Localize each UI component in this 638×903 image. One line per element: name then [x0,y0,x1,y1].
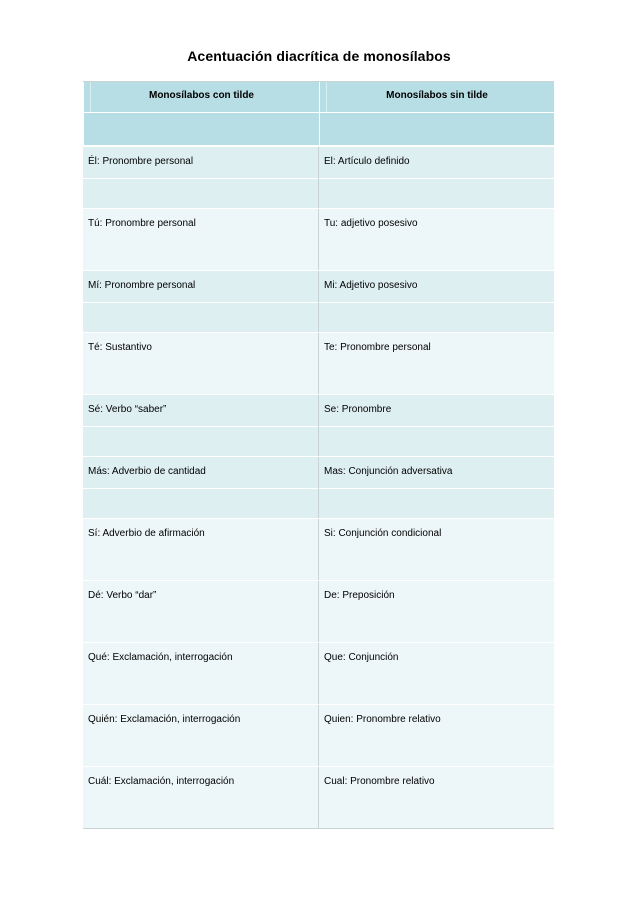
cell-sin-tilde [319,271,554,332]
table-row [83,394,554,456]
table-row [83,704,554,766]
table-row [83,456,554,518]
cell-con-tilde [83,147,319,208]
cell-text: Se: Pronombre [324,404,392,415]
table-row [83,270,554,332]
cell-text: Sé: Verbo “saber” [88,404,167,415]
cell-sin-tilde [319,705,554,766]
cell-con-tilde [83,395,319,456]
cell-sin-tilde [319,209,554,270]
cell-con-tilde [83,643,319,704]
cell-text: Tú: Pronombre personal [88,218,196,229]
cell-sin-tilde [319,147,554,208]
cell-text: Te: Pronombre personal [324,342,431,353]
cell-text: Mas: Conjunción adversativa [324,466,453,477]
cell-con-tilde [83,581,319,642]
cell-con-tilde [83,767,319,828]
table-row [83,518,554,580]
cell-text: Sí: Adverbio de afirmación [88,528,205,539]
cell-text: Dé: Verbo “dar” [88,590,157,601]
cell-con-tilde [83,209,319,270]
cell-sin-tilde [319,395,554,456]
header-label: Monosílabos sin tilde [386,90,488,101]
cell-con-tilde [83,271,319,332]
cell-text: Mi: Adjetivo posesivo [324,280,418,291]
cell-text: Tu: adjetivo posesivo [324,218,418,229]
cell-text: El: Artículo definido [324,156,410,167]
cell-text: Más: Adverbio de cantidad [88,466,206,477]
cell-text: Cual: Pronombre relativo [324,776,435,787]
cell-text: De: Preposición [324,590,395,601]
cell-text: Que: Conjunción [324,652,399,663]
cell-sin-tilde [319,581,554,642]
table-header-row [83,82,554,146]
cell-sin-tilde [319,457,554,518]
cell-text: Qué: Exclamación, interrogación [88,652,233,663]
cell-text: Cuál: Exclamación, interrogación [88,776,235,787]
table-row [83,208,554,270]
cell-con-tilde [83,333,319,394]
header-sin-tilde [319,82,554,145]
cell-con-tilde [83,519,319,580]
cell-con-tilde [83,457,319,518]
cell-con-tilde [83,705,319,766]
header-con-tilde [83,82,319,145]
cell-text: Quien: Pronombre relativo [324,714,441,725]
header-label: Monosílabos con tilde [148,90,254,101]
cell-sin-tilde [319,767,554,828]
cell-sin-tilde [319,333,554,394]
cell-text: Mí: Pronombre personal [88,280,196,291]
monosyllables-table [83,81,554,829]
table-row [83,766,554,828]
table-row [83,642,554,704]
table-row [83,332,554,394]
cell-text: Té: Sustantivo [88,342,152,353]
cell-text: Él: Pronombre personal [88,156,194,167]
cell-sin-tilde [319,519,554,580]
table-row [83,146,554,208]
cell-sin-tilde [319,643,554,704]
table-row [83,580,554,642]
cell-text: Si: Conjunción condicional [324,528,442,539]
cell-text: Quién: Exclamación, interrogación [88,714,241,725]
document-title: Acentuación diacrítica de monosílabos [187,48,451,64]
